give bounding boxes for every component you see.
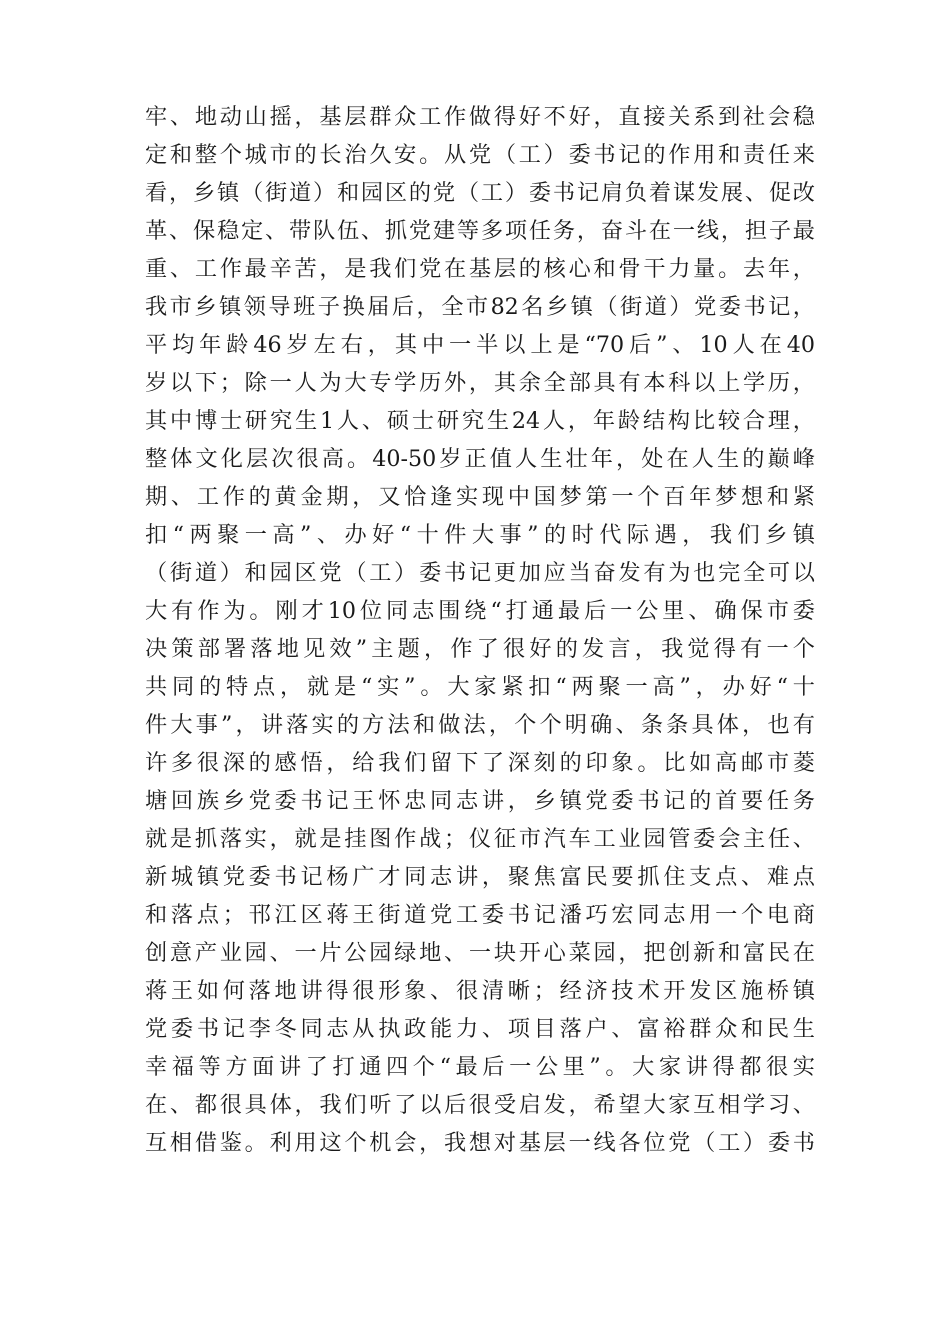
text-line: 定和整个城市的长治久安。从党（工）委书记的作用和责任来 [145, 142, 815, 168]
text-line: 党委书记李冬同志从执政能力、项目落户、富裕群众和民生 [145, 1016, 815, 1042]
text-line: 牢、地动山摇，基层群众工作做得好不好，直接关系到社会稳 [145, 104, 815, 130]
text-line: 塘回族乡党委书记王怀忠同志讲，乡镇党委书记的首要任务 [145, 788, 815, 814]
text-line: 在、都很具体，我们听了以后很受启发，希望大家互相学习、 [145, 1092, 815, 1118]
text-line: 互相借鉴。利用这个机会，我想对基层一线各位党（工）委书 [145, 1130, 815, 1156]
text-line: 和落点；邗江区蒋王街道党工委书记潘巧宏同志用一个电商 [145, 902, 815, 928]
text-line: 革、保稳定、带队伍、抓党建等多项任务，奋斗在一线，担子最 [145, 218, 815, 244]
text-line: 重、工作最辛苦，是我们党在基层的核心和骨干力量。去年， [145, 256, 815, 282]
text-line: 平均年龄46岁左右，其中一半以上是“70后”、10人在40 [145, 332, 815, 358]
text-line: 我市乡镇领导班子换届后，全市82名乡镇（街道）党委书记， [145, 294, 815, 320]
text-line: 蒋王如何落地讲得很形象、很清晰；经济技术开发区施桥镇 [145, 978, 815, 1004]
text-line: 就是抓落实，就是挂图作战；仪征市汽车工业园管委会主任、 [145, 826, 815, 852]
text-line: 其中博士研究生1人、硕士研究生24人，年龄结构比较合理， [145, 408, 815, 434]
text-line: 许多很深的感悟，给我们留下了深刻的印象。比如高邮市菱 [145, 750, 815, 776]
body-text [145, 98, 815, 1162]
text-line: 新城镇党委书记杨广才同志讲，聚焦富民要抓住支点、难点 [145, 864, 815, 890]
text-line: 岁以下；除一人为大专学历外，其余全部具有本科以上学历， [145, 370, 815, 396]
text-line: 期、工作的黄金期，又恰逢实现中国梦第一个百年梦想和紧 [145, 484, 815, 510]
text-line: 决策部署落地见效”主题，作了很好的发言，我觉得有一个 [145, 636, 815, 662]
text-line: 扣“两聚一高”、办好“十件大事”的时代际遇，我们乡镇 [145, 522, 815, 548]
text-line: 整体文化层次很高。40-50岁正值人生壮年，处在人生的巅峰 [145, 446, 815, 472]
text-line: 共同的特点，就是“实”。大家紧扣“两聚一高”，办好“十 [145, 674, 815, 700]
text-line: （街道）和园区党（工）委书记更加应当奋发有为也完全可以 [145, 560, 815, 586]
text-line: 大有作为。刚才10位同志围绕“打通最后一公里、确保市委 [145, 598, 815, 624]
text-line: 幸福等方面讲了打通四个“最后一公里”。大家讲得都很实 [145, 1054, 815, 1080]
text-line: 创意产业园、一片公园绿地、一块开心菜园，把创新和富民在 [145, 940, 815, 966]
text-line: 看，乡镇（街道）和园区的党（工）委书记肩负着谋发展、促改 [145, 180, 815, 206]
text-line: 件大事”，讲落实的方法和做法，个个明确、条条具体，也有 [145, 712, 815, 738]
